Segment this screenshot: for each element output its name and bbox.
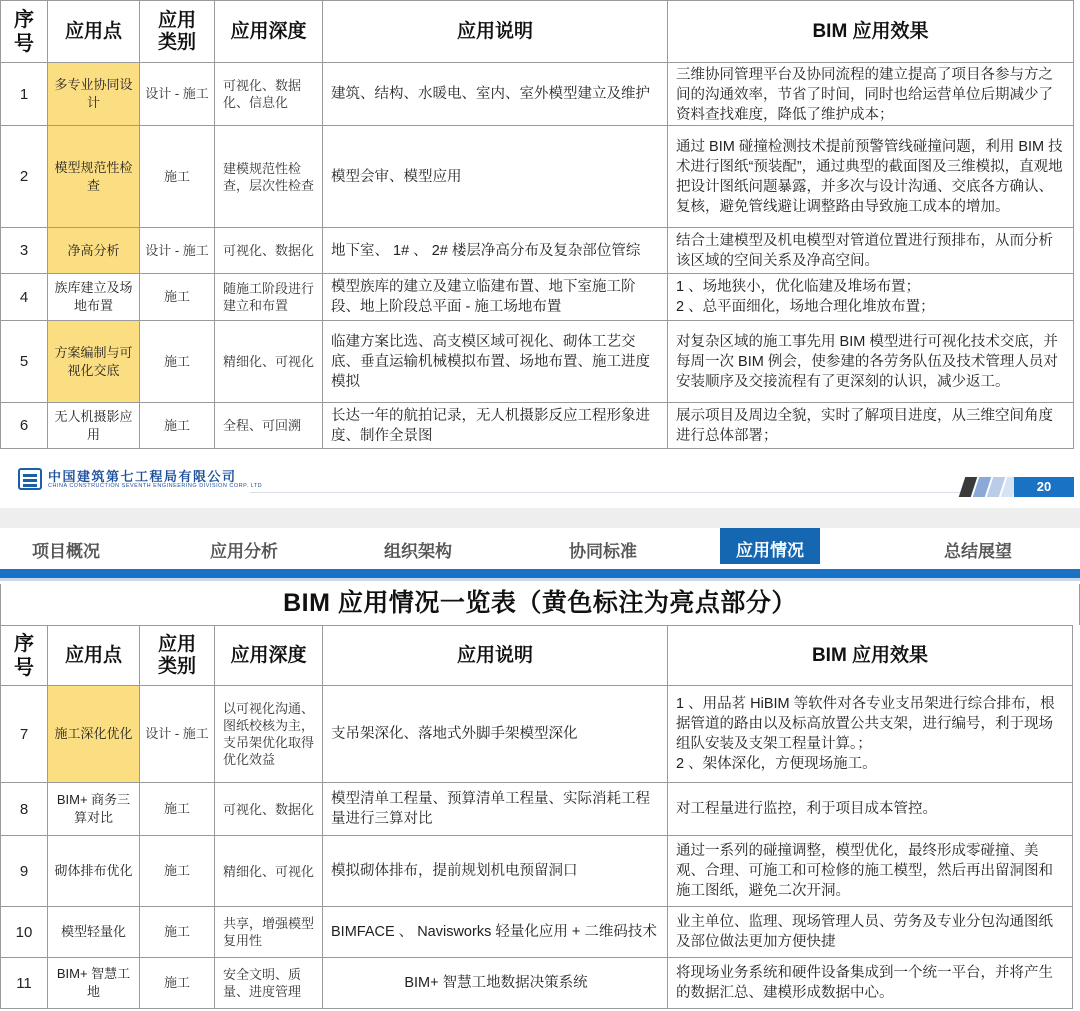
table-row — [1, 783, 1073, 836]
cell-depth-text: 可视化、数据化 — [223, 243, 315, 258]
header-no: 序号 — [1, 626, 48, 686]
cell-point — [48, 321, 140, 403]
cell-no-text: 4 — [19, 288, 29, 306]
cell-category-text: 设计 - 施工 — [145, 86, 209, 101]
cell-point-text: 无人机摄影应用 — [54, 408, 133, 442]
cell-depth-text: 精细化、可视化 — [223, 863, 315, 879]
cell-no-text: 2 — [19, 168, 29, 185]
cell-effect-text: 1 、用品茗 HiBIM 等软件对各专业支吊架进行综合排布，根据管道的路由以及标高放置公共支架，进行编号，利于现场组队安装及支架工程量计算。； 2 、架体深化，方便现场施工。 — [676, 696, 1055, 772]
cell-description-text: 长达一年的航拍记录，无人机摄影反应工程形象进度、制作全景图 — [331, 407, 650, 444]
cell-category — [140, 907, 215, 958]
cell-point-text: 砌体排布优化 — [54, 863, 133, 878]
header-depth: 应用深度 — [215, 1, 323, 63]
cell-description-text: 建筑、结构、水暖电、室内、室外模型建立及维护 — [331, 86, 650, 102]
cell-no — [1, 686, 48, 783]
table-body-top — [1, 63, 1074, 449]
page-number: 20 — [1014, 477, 1074, 497]
cell-category — [140, 321, 215, 403]
cell-no — [1, 783, 48, 836]
cell-effect — [668, 403, 1074, 449]
cell-description — [323, 907, 668, 958]
cell-point — [48, 228, 140, 274]
table-row — [1, 686, 1073, 783]
decorative-stripes — [958, 477, 1016, 497]
cell-effect-text: 业主单位、监理、现场管理人员、劳务及专业分包沟通图纸及部位做法更加方便快捷 — [676, 914, 1053, 950]
cell-point-text: 族库建立及场地布置 — [54, 280, 133, 313]
cell-effect-text: 通过 BIM 碰撞检测技术提前预警管线碰撞问题，利用 BIM 技术进行图纸“预装配”，通过典型的截面图及三维模拟，直观地把设计图纸问题暴露，并多次与设计沟通、交底各方确认、复核，避免管线避让调整路由导致施工成本的增加。 — [676, 138, 1063, 215]
table-header-row — [1, 1, 1074, 63]
cell-effect — [668, 126, 1074, 228]
cell-depth-text: 可视化、数据化 — [223, 801, 315, 817]
cell-category-text: 施工 — [163, 353, 190, 369]
cell-effect-text: 三维协同管理平台及协同流程的建立提高了项目各参与方之间的沟通效率，节省了时间，同时也给运营单位后期减少了资料查找难度，降低了维护成本； — [676, 66, 1053, 123]
cell-description-text: 地下室、 1# 、 2# 楼层净高分布及复杂部位管综 — [331, 242, 641, 259]
cell-description-text: 支吊架深化、落地式外脚手架模型深化 — [331, 726, 578, 742]
cell-effect-text: 展示项目及周边全貌，实时了解项目进度，从三维空间角度进行总体部署； — [676, 407, 1053, 444]
cell-description — [323, 228, 668, 274]
header-effect: BIM 应用效果 — [668, 1, 1074, 63]
cell-no — [1, 907, 48, 958]
cell-category-text: 施工 — [163, 417, 190, 433]
bim-table-top — [0, 0, 1074, 449]
cell-effect-text: 将现场业务系统和硬件设备集成到一个统一平台，并将产生的数据汇总、建模形成数据中心。 — [676, 965, 1053, 1001]
cell-point-text: 多专业协同设计 — [54, 77, 133, 110]
header-effect: BIM 应用效果 — [668, 626, 1073, 686]
table-row — [1, 228, 1074, 274]
cell-no-text: 11 — [16, 974, 32, 992]
nav-item-organization[interactable]: 组织架构 — [384, 542, 452, 561]
table-row — [1, 274, 1074, 321]
cell-category — [140, 836, 215, 907]
cell-description-text: 模型清单工程量、预算清单工程量、实际消耗工程量进行三算对比 — [331, 791, 650, 827]
table-header-row — [1, 626, 1073, 686]
cell-no-text: 10 — [15, 923, 33, 941]
header-description: 应用说明 — [323, 1, 668, 63]
cell-category-text: 施工 — [163, 289, 190, 304]
cell-description — [323, 126, 668, 228]
cell-effect — [668, 907, 1073, 958]
cell-no — [1, 836, 48, 907]
cell-point — [48, 126, 140, 228]
nav-item-analysis[interactable]: 应用分析 — [210, 542, 278, 561]
cell-effect — [668, 836, 1073, 907]
cell-description-text: 临建方案比选、高支模区域可视化、砌体工艺交底、垂直运输机械模拟布置、场地布置、施工进度模拟 — [331, 333, 650, 390]
cell-category-text: 施工 — [163, 975, 190, 990]
table-row — [1, 63, 1074, 126]
cell-no-text: 8 — [19, 800, 29, 818]
cell-depth-text: 精细化、可视化 — [223, 354, 315, 369]
cell-depth — [215, 958, 323, 1009]
cell-effect — [668, 321, 1074, 403]
nav-item-application[interactable]: 应用情况 — [720, 528, 820, 564]
cell-category — [140, 686, 215, 783]
cell-depth — [215, 321, 323, 403]
cell-effect — [668, 274, 1074, 321]
cell-no — [1, 274, 48, 321]
header-category: 应用类别 — [140, 1, 215, 63]
cell-no-text: 1 — [19, 85, 29, 103]
cell-point — [48, 958, 140, 1009]
header-description: 应用说明 — [323, 626, 668, 686]
bim-table-bottom — [0, 625, 1073, 1009]
cell-no — [1, 403, 48, 449]
cell-depth — [215, 783, 323, 836]
nav-accent-bar — [0, 569, 1080, 578]
cell-point-text: 模型规范性检查 — [54, 159, 133, 193]
cell-description-text: BIMFACE 、 Navisworks 轻量化应用 + 二维码技术 — [331, 924, 657, 940]
cell-category-text: 施工 — [163, 801, 190, 816]
cell-depth — [215, 126, 323, 228]
nav-item-standards[interactable]: 协同标准 — [569, 542, 637, 561]
cell-category — [140, 783, 215, 836]
cell-depth-text: 安全文明、质量、进度管理 — [223, 967, 302, 999]
cell-point — [48, 836, 140, 907]
table-row — [1, 403, 1074, 449]
cell-depth-text: 以可视化沟通、图纸校核为主，支吊架优化取得优化效益 — [223, 701, 315, 767]
cell-no — [1, 63, 48, 126]
cell-depth — [215, 686, 323, 783]
header-no: 序号 — [1, 1, 48, 63]
cell-effect — [668, 228, 1074, 274]
cell-point — [48, 783, 140, 836]
cell-depth — [215, 274, 323, 321]
cell-depth-text: 建模规范性检查，层次性检查 — [223, 160, 315, 193]
cell-no-text: 7 — [19, 725, 29, 743]
nav-item-summary[interactable]: 总结展望 — [944, 542, 1012, 561]
header-point: 应用点 — [48, 626, 140, 686]
cell-effect — [668, 958, 1073, 1009]
table-row — [1, 836, 1073, 907]
cell-point-text: 方案编制与可视化交底 — [54, 344, 133, 378]
slide-footer — [0, 445, 1080, 508]
cell-description — [323, 63, 668, 126]
cell-description — [323, 836, 668, 907]
cell-point — [48, 686, 140, 783]
cell-category-text: 施工 — [163, 168, 190, 184]
cell-effect — [668, 783, 1073, 836]
cell-category — [140, 403, 215, 449]
cell-description — [323, 274, 668, 321]
cell-category — [140, 274, 215, 321]
cell-category — [140, 228, 215, 274]
cell-point-text: BIM+ 商务三算对比 — [56, 792, 131, 825]
cell-category-text: 设计 - 施工 — [145, 242, 209, 258]
cell-point — [48, 274, 140, 321]
header-depth: 应用深度 — [215, 626, 323, 686]
section-nav — [0, 528, 1080, 570]
cell-depth — [215, 63, 323, 126]
cell-no — [1, 321, 48, 403]
cell-description — [323, 321, 668, 403]
cell-point-text: 净高分析 — [67, 242, 120, 258]
cell-depth — [215, 403, 323, 449]
cell-no-text: 5 — [19, 353, 29, 370]
footer-divider — [250, 492, 970, 493]
cell-no — [1, 958, 48, 1009]
cell-no — [1, 126, 48, 228]
nav-item-overview[interactable]: 项目概况 — [32, 542, 100, 561]
cell-depth-text: 共享，增强模型复用性 — [223, 916, 315, 948]
cell-description-text: BIM+ 智慧工地数据决策系统 — [404, 975, 588, 991]
company-logo-icon — [18, 468, 42, 490]
cell-effect-text: 通过一系列的碰撞调整，模型优化，最终形成零碰撞、美观、合理、可施工和可检修的施工模型，然后再出留洞图和施工图纸，避免二次开洞。 — [676, 843, 1053, 899]
company-name-cn: 中国建筑第七工程局有限公司 — [48, 469, 237, 484]
cell-category — [140, 958, 215, 1009]
table-body-bottom — [1, 686, 1073, 1009]
cell-effect-text: 对工程量进行监控，利于项目成本管控。 — [676, 801, 937, 817]
header-point: 应用点 — [48, 1, 140, 63]
cell-description — [323, 403, 668, 449]
cell-no-text: 6 — [19, 417, 29, 434]
nav-accent-bar-light — [0, 578, 1080, 581]
cell-description — [323, 686, 668, 783]
table-row — [1, 321, 1074, 403]
slide-title: BIM 应用情况一览表（黄色标注为亮点部分） — [0, 584, 1080, 625]
cell-depth-text: 可视化、数据化、信息化 — [223, 78, 302, 110]
cell-effect-text: 1 、场地狭小，优化临建及堆场布置； 2 、总平面细化，场地合理化堆放布置； — [676, 279, 935, 315]
cell-depth-text: 随施工阶段进行建立和布置 — [223, 281, 315, 313]
cell-description-text: 模拟砌体排布，提前规划机电预留洞口 — [331, 863, 578, 879]
company-name-en: CHINA CONSTRUCTION SEVENTH ENGINEERING DIVISION CORP. LTD — [48, 483, 263, 489]
cell-category-text: 设计 - 施工 — [145, 726, 209, 741]
cell-point — [48, 907, 140, 958]
cell-depth — [215, 228, 323, 274]
cell-point — [48, 63, 140, 126]
cell-category — [140, 126, 215, 228]
cell-no-text: 9 — [19, 862, 29, 880]
slide-gap — [0, 508, 1080, 528]
cell-no — [1, 228, 48, 274]
cell-depth-text: 全程、可回溯 — [223, 418, 302, 433]
cell-point — [48, 403, 140, 449]
cell-point-text: BIM+ 智慧工地 — [56, 966, 131, 999]
cell-effect-text: 结合土建模型及机电模型对管道位置进行预排布，从而分析该区域的空间关系及净高空间。 — [676, 232, 1053, 269]
cell-category — [140, 63, 215, 126]
cell-category-text: 施工 — [163, 863, 190, 878]
cell-depth — [215, 907, 323, 958]
cell-depth — [215, 836, 323, 907]
cell-point-text: 模型轻量化 — [60, 924, 126, 939]
cell-category-text: 施工 — [163, 924, 190, 939]
cell-description-text: 模型会审、模型应用 — [331, 168, 462, 185]
cell-point-text: 施工深化优化 — [54, 726, 133, 741]
table-row — [1, 907, 1073, 958]
cell-description — [323, 783, 668, 836]
cell-description-text: 模型族库的建立及建立临建布置、地下室施工阶段、地上阶段总平面 - 施工场地布置 — [331, 279, 636, 315]
table-row — [1, 958, 1073, 1009]
header-category: 应用类别 — [140, 626, 215, 686]
cell-description — [323, 958, 668, 1009]
table-row — [1, 126, 1074, 228]
cell-effect — [668, 63, 1074, 126]
cell-effect — [668, 686, 1073, 783]
cell-no-text: 3 — [19, 242, 29, 259]
cell-effect-text: 对复杂区域的施工事先用 BIM 模型进行可视化技术交底，并每周一次 BIM 例会，使参建的各劳务队伍及技术管理人员对安装顺序及交接流程有了更深刻的认识，减少返工。 — [676, 333, 1058, 390]
